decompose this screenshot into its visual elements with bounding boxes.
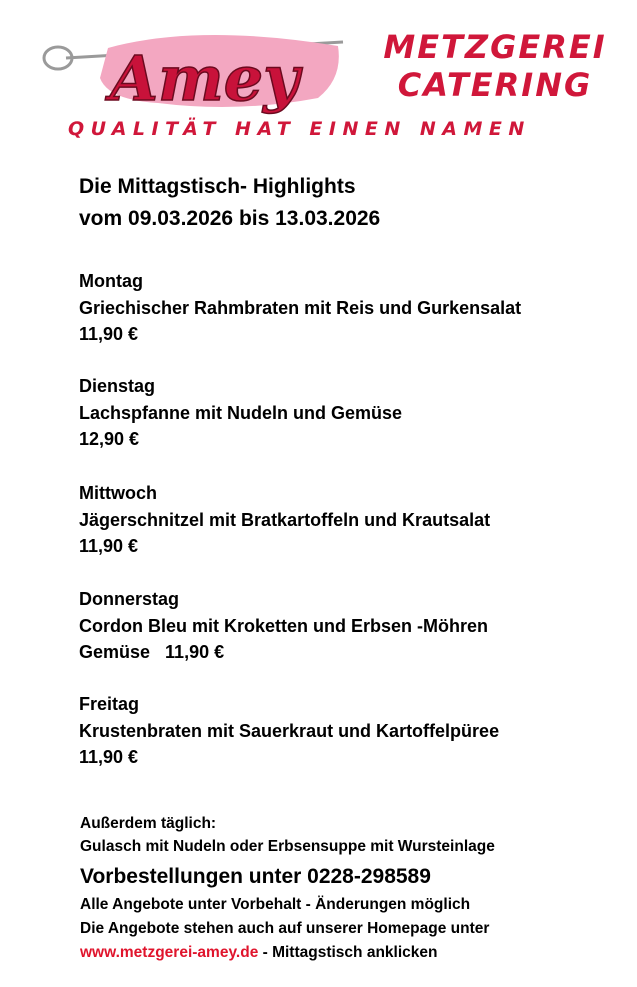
menu-day-mittwoch [79, 480, 579, 560]
brand-line-catering: CATERING [397, 66, 593, 104]
note-homepage: Die Angebote stehen auch auf unserer Homepage unter [80, 920, 490, 937]
dish-price: 11,90 € [79, 324, 139, 344]
dish-name: Krustenbraten mit Sauerkraut und Kartoffelpüree [79, 720, 500, 741]
daily-extra-text: Gulasch mit Nudeln oder Erbsensuppe mit Wursteinlage [80, 838, 495, 855]
page-title [79, 171, 380, 235]
day-name: Mittwoch [79, 483, 157, 503]
daily-extra-heading: Außerdem täglich: [80, 815, 217, 832]
day-name: Montag [79, 271, 143, 291]
title-line-1: Die Mittagstisch- Highlights [79, 175, 356, 198]
day-name: Freitag [79, 694, 140, 714]
homepage-link[interactable]: www.metzgerei-amey.de [80, 944, 259, 961]
menu-day-donnerstag [79, 586, 579, 666]
day-name: Donnerstag [79, 589, 180, 609]
dish-name: Lachspfanne mit Nudeln und Gemüse [79, 402, 403, 423]
dish-name: Jägerschnitzel mit Bratkartoffeln und Krautsalat [79, 509, 491, 530]
dish-name-continued: Gemüse 11,90 € [79, 642, 225, 662]
menu-day-freitag [79, 691, 579, 771]
slogan: QUALITÄT HAT EINEN NAMEN [68, 118, 531, 140]
notes [80, 893, 620, 965]
svg-text:Amey: Amey [110, 42, 300, 115]
brand-name [375, 28, 615, 104]
dish-price: 12,90 € [79, 429, 140, 449]
header [0, 0, 637, 150]
menu-day-montag [79, 268, 579, 348]
dish-name: Griechischer Rahmbraten mit Reis und Gurkensalat [79, 297, 522, 318]
note-link-line [80, 941, 620, 965]
day-name: Dienstag [79, 376, 156, 396]
link-suffix: - Mittagstisch anklicken [258, 944, 438, 961]
dish-price: 11,90 € [79, 747, 139, 767]
dish-name: Cordon Bleu mit Kroketten und Erbsen -Möhren [79, 615, 489, 636]
brand-line-metzgerei: METZGEREI [383, 28, 607, 66]
note-disclaimer: Alle Angebote unter Vorbehalt - Änderungen möglich [80, 896, 471, 913]
title-line-2: vom 09.03.2026 bis 13.03.2026 [79, 207, 381, 230]
menu-day-dienstag [79, 373, 579, 453]
amey-logo-icon [38, 28, 358, 118]
dish-price: 11,90 € [79, 536, 139, 556]
daily-extra [80, 812, 600, 858]
preorder-phone: Vorbestellungen unter 0228-298589 [80, 865, 431, 888]
